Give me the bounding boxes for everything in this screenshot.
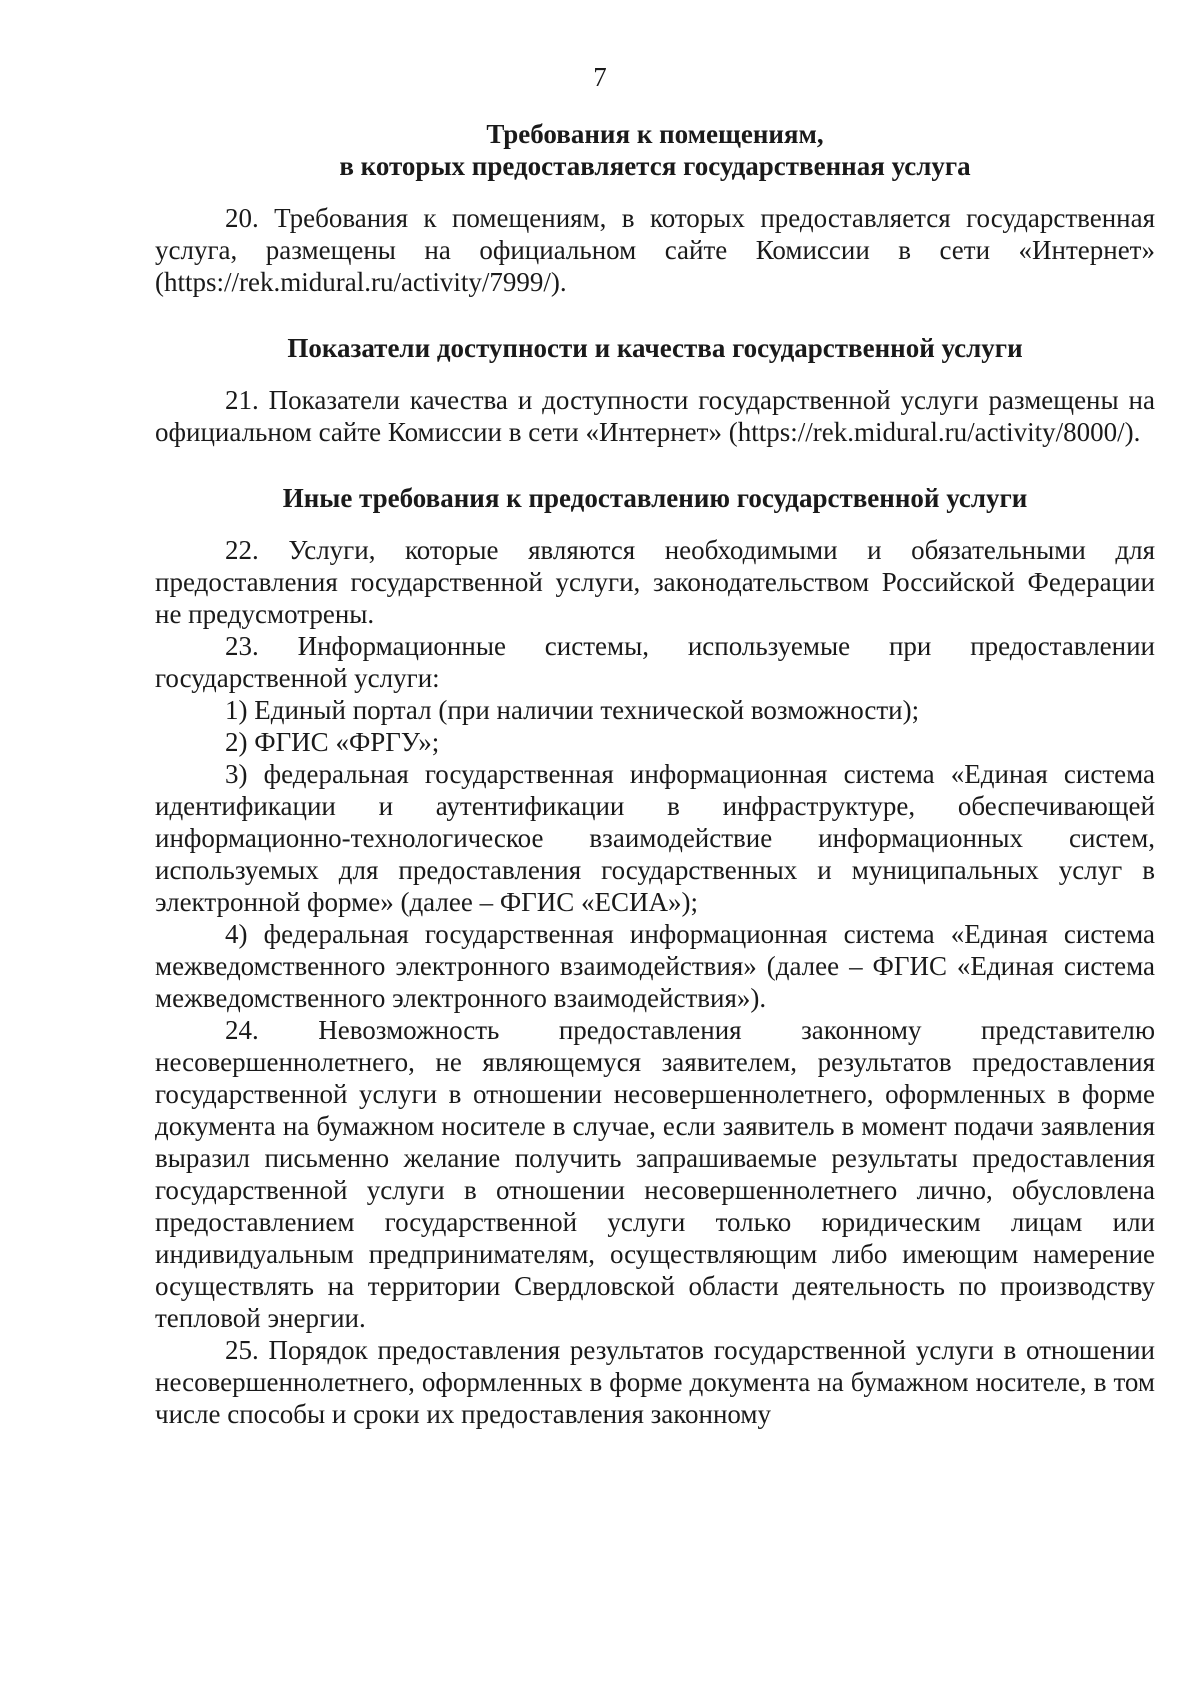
paragraph-25: 25. Порядок предоставления результатов государственной услуги в отношении несовершеннолетнего, оформленных в форме документа на бумажном носителе, в том числе способы и сроки их предоставления законному (155, 1335, 1155, 1429)
heading-line: Требования к помещениям, (486, 119, 824, 149)
paragraph-20: 20. Требования к помещениям, в которых предоставляется государственная услуга, размещены на официальном сайте Комиссии в сети «Интернет» (https://rek.midural.ru/activity/7999/). (155, 203, 1155, 297)
paragraph-24: 24. Невозможность предоставления законному представителю несовершеннолетнего, не являющемуся заявителем, результатов предоставления государственной услуги в отношении несовершеннолетнего, оформленных в форме документа на бумажном носителе в случае, если заявитель в момент подачи заявления выразил письменно желание получить запрашиваемые результаты предоставления государственной услуги в отношении несовершеннолетнего лично, обусловлена предоставлением государственной услуги только юридическим лицам или индивидуальным предпринимателям, осуществляющим либо имеющим намерение осуществлять на территории Свердловской области деятельность по производству тепловой энергии. (155, 1015, 1155, 1333)
heading-line: в которых предоставляется государственная услуга (339, 151, 971, 181)
paragraph-21: 21. Показатели качества и доступности государственной услуги размещены на официальном сайте Комиссии в сети «Интернет» (https://rek.midural.ru/activity/8000/). (155, 385, 1155, 447)
paragraph-22: 22. Услуги, которые являются необходимыми и обязательными для предоставления государственной услуги, законодательством Российской Федерации не предусмотрены. (155, 535, 1155, 629)
document-body (155, 118, 1155, 1430)
list-item-3: 3) федеральная государственная информационная система «Единая система идентификации и аутентификации в инфраструктуре, обеспечивающей информационно-технологическое взаимодействие информационных систем, используемых для предоставления государственных и муниципальных услуг в электронной форме» (далее – ФГИС «ЕСИА»); (155, 759, 1155, 917)
list-item-1: 1) Единый портал (при наличии технической возможности); (225, 695, 920, 725)
list-item-2: 2) ФГИС «ФРГУ»; (225, 727, 440, 757)
section-heading-quality-indicators: Показатели доступности и качества государственной услуги (287, 333, 1023, 363)
list-item-4: 4) федеральная государственная информационная система «Единая система межведомственного электронного взаимодействия» (далее – ФГИС «Единая система межведомственного электронного взаимодействия»). (155, 919, 1155, 1013)
section-heading-other-requirements: Иные требования к предоставлению государственной услуги (282, 483, 1028, 513)
section-heading-premises (155, 118, 1155, 182)
page-number: 7 (593, 62, 607, 92)
paragraph-23: 23. Информационные системы, используемые при предоставлении государственной услуги: (155, 631, 1155, 693)
